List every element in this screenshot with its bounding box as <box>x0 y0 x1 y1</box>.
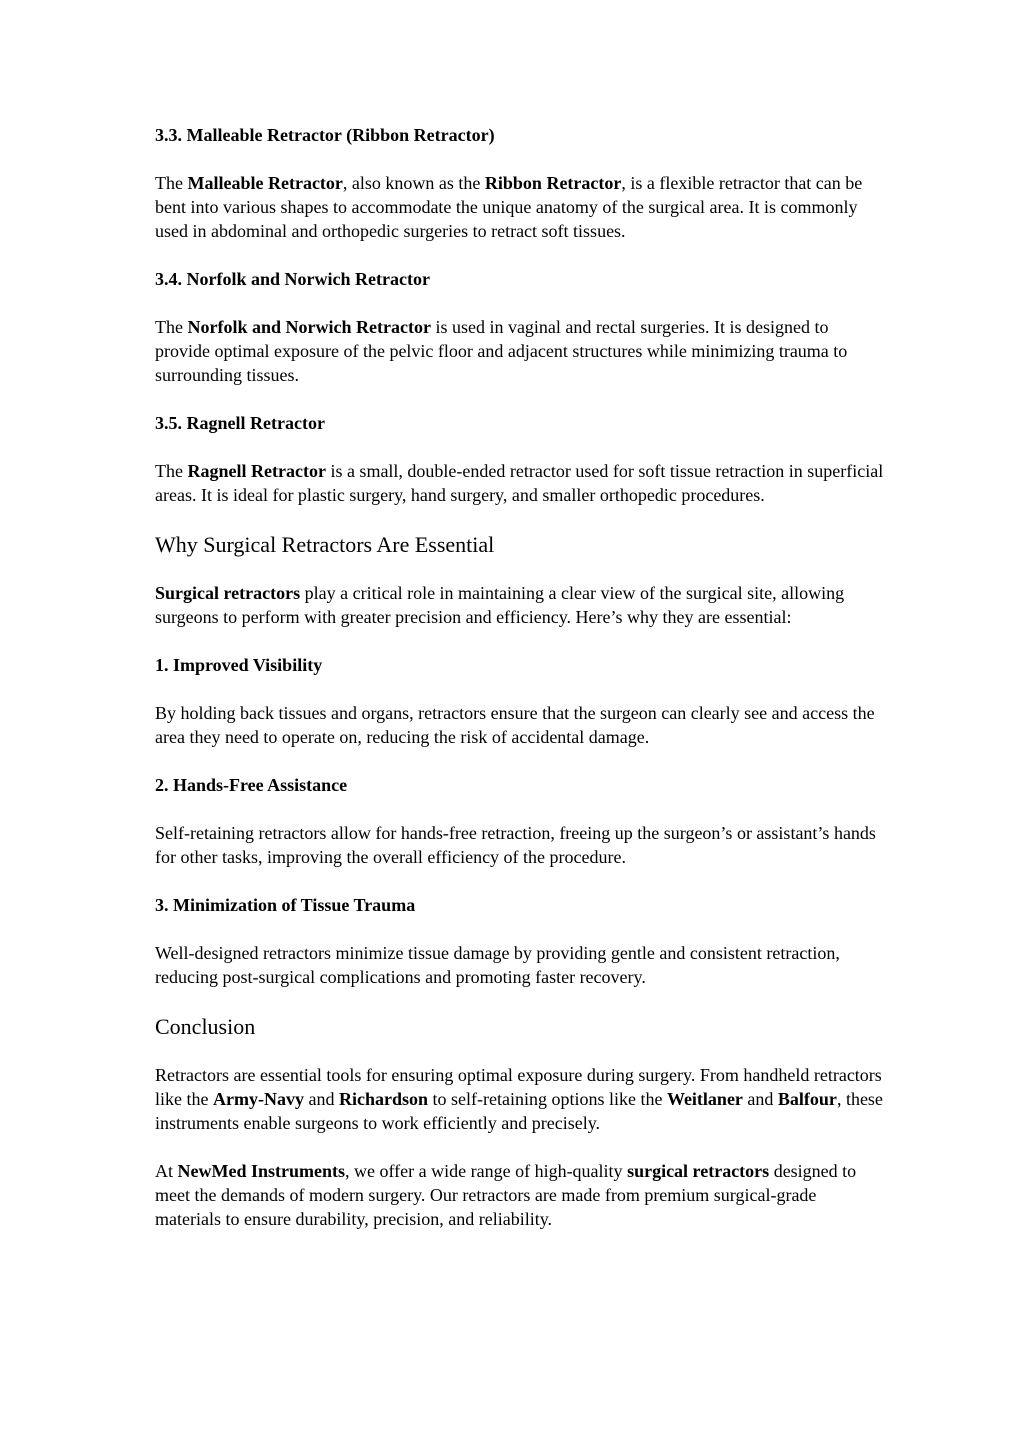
bold-term: surgical retractors <box>627 1161 770 1181</box>
point-heading-hands-free: 2. Hands-Free Assistance <box>155 775 348 795</box>
text-run: to self-retaining options like the <box>427 1089 667 1109</box>
text-run: The <box>155 173 188 193</box>
section-heading-norfolk: 3.4. Norfolk and Norwich Retractor <box>155 269 430 289</box>
text-run: , we offer a wide range of high-quality <box>344 1161 628 1181</box>
section-heading-ragnell: 3.5. Ragnell Retractor <box>155 413 325 433</box>
text-run: and <box>303 1089 339 1109</box>
point-heading-visibility: 1. Improved Visibility <box>155 655 323 675</box>
bold-term: Richardson <box>338 1089 428 1109</box>
text-run: The <box>155 317 188 337</box>
bold-term: Weitlaner <box>666 1089 743 1109</box>
point-text-visibility: By holding back tissues and organs, retractors ensure that the surgeon can clearly see and access the area they need to operate on, reducing the risk of accidental damage. <box>155 703 875 747</box>
point-text-hands-free: Self-retaining retractors allow for hands-free retraction, freeing up the surgeon’s or assistant’s hands for other tasks, improving the overall efficiency of the procedure. <box>155 823 876 867</box>
bold-term: Malleable Retractor <box>187 173 343 193</box>
text-run: designed to meet the demands of modern surgery. Our retractors are made from premium surgical-grade materials to ensure durability, precision, and reliability. <box>155 1161 857 1229</box>
text-run: The <box>155 461 188 481</box>
paragraph-norfolk <box>155 315 885 387</box>
text-run: At <box>155 1161 178 1181</box>
text-run: play a critical role in maintaining a clear view of the surgical site, allowing surgeons to perform with greater precision and efficiency. Here’s why they are essential: <box>155 583 845 627</box>
paragraph-ragnell <box>155 459 885 507</box>
text-run: , also known as the <box>342 173 485 193</box>
paragraph-conclusion-2 <box>155 1159 885 1231</box>
point-heading-tissue-trauma: 3. Minimization of Tissue Trauma <box>155 895 416 915</box>
bold-term: Ribbon Retractor <box>484 173 622 193</box>
paragraph-why-intro <box>155 581 885 629</box>
paragraph-conclusion-1 <box>155 1063 885 1135</box>
heading-conclusion: Conclusion <box>155 1014 256 1039</box>
bold-term: Norfolk and Norwich Retractor <box>187 317 431 337</box>
point-text-tissue-trauma: Well-designed retractors minimize tissue damage by providing gentle and consistent retraction, reducing post-surgical complications and promoting faster recovery. <box>155 943 840 987</box>
bold-term: Army-Navy <box>212 1089 304 1109</box>
heading-why-essential: Why Surgical Retractors Are Essential <box>155 532 495 557</box>
text-run: Retractors are essential tools for ensuring optimal exposure during surgery. From handheld retractors like the <box>155 1065 882 1109</box>
bold-term: Balfour <box>777 1089 837 1109</box>
section-heading-malleable: 3.3. Malleable Retractor (Ribbon Retractor) <box>155 125 495 145</box>
text-run: is used in vaginal and rectal surgeries. It is designed to provide optimal exposure of the pelvic floor and adjacent structures while minimizing trauma to surrounding tissues. <box>155 317 848 385</box>
text-run: , is a flexible retractor that can be bent into various shapes to accommodate the unique anatomy of the surgical area. It is commonly used in abdominal and orthopedic surgeries to retract soft tissues. <box>155 173 863 241</box>
text-run: , these instruments enable surgeons to work efficiently and precisely. <box>155 1089 883 1133</box>
text-run: is a small, double-ended retractor used for soft tissue retraction in superficial areas. It is ideal for plastic surgery, hand surgery, and smaller orthopedic procedures. <box>155 461 884 505</box>
text-run: and <box>742 1089 778 1109</box>
bold-term: Ragnell Retractor <box>187 461 326 481</box>
bold-term: NewMed Instruments <box>177 1161 345 1181</box>
document-page <box>155 123 885 1255</box>
bold-term: Surgical retractors <box>155 583 301 603</box>
paragraph-malleable <box>155 171 885 243</box>
